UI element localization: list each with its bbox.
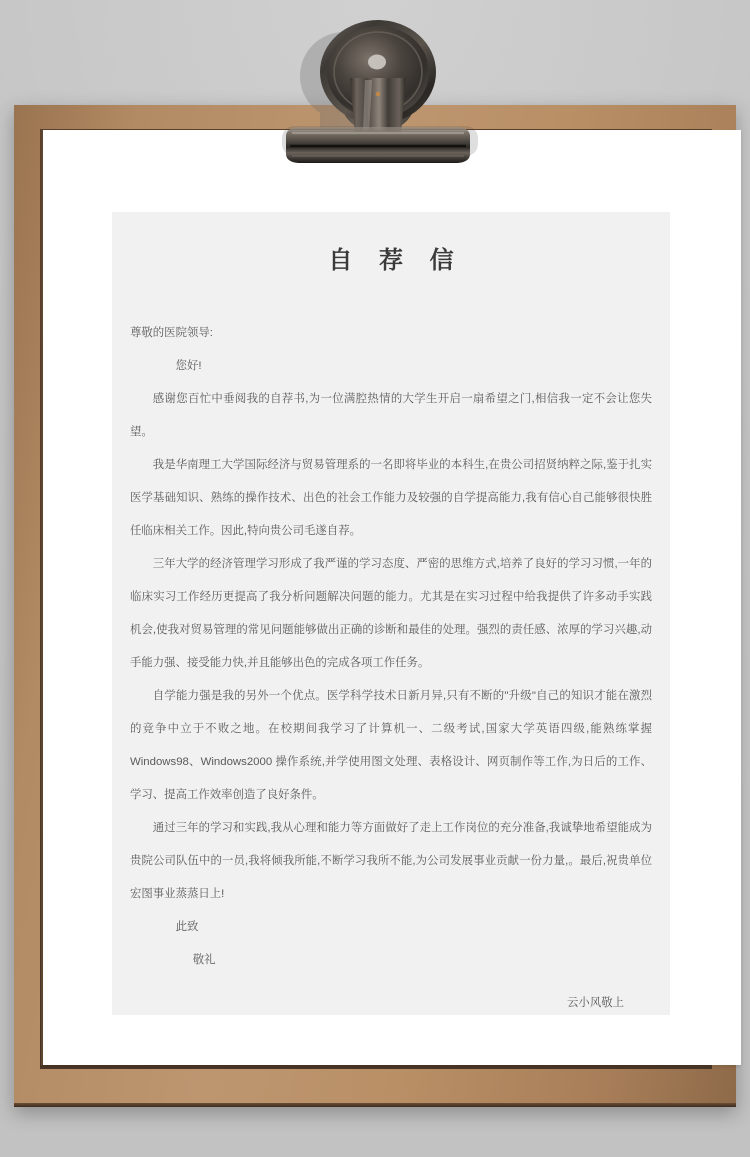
signature-spacer — [130, 977, 652, 987]
page-title: 自 荐 信 — [328, 247, 464, 274]
paragraph-5: 通过三年的学习和实践,我从心理和能力等方面做好了走上工作岗位的充分准备,我诚挚地希望能成为贵院公司队伍中的一员,我将倾我所能,不断学习我所不能,为公司发展事业贡献一份力量,。最后,祝贵单位宏图事业蒸蒸日上! — [130, 822, 652, 900]
paragraph-3: 三年大学的经济管理学习形成了我严谨的学习态度、严密的思维方式,培养了良好的学习习惯,一年的临床实习工作经历更提高了我分析问题解决问题的能力。尤其是在实习过程中给我提供了许多动手实践机会,使我对贸易管理的常见问题能够做出正确的诊断和最佳的处理。强烈的责任感、浓厚的学习兴趣,动手能力强、接受能力快,并且能够出色的完成各项工作任务。 — [130, 558, 652, 669]
paper-sheet — [43, 130, 741, 1065]
letter-body — [112, 275, 670, 1020]
salutation: 尊敬的医院领导: — [130, 327, 213, 339]
signature: 云小风敬上 — [567, 997, 624, 1009]
paragraph-4: 自学能力强是我的另外一个优点。医学科学技术日新月异,只有不断的"升级"自己的知识才能在激烈的竞争中立于不败之地。在校期间我学习了计算机一、二级考试,国家大学英语四级,能熟练掌握 Windows98、Windows2000 操作系统,并学使用图文处理、表格设计、网页制作等工作,为日后的工作、学习、提高工作效率创造了良好条件。 — [130, 690, 652, 801]
bulldog-clip-icon — [268, 14, 480, 166]
letter-panel — [112, 212, 670, 1015]
paragraph-2: 我是华南理工大学国际经济与贸易管理系的一名即将毕业的本科生,在贵公司招贤纳粹之际,鉴于扎实医学基础知识、熟练的操作技术、出色的社会工作能力及较强的自学提高能力,我有信心自己能够很快胜任临床相关工作。因此,特向贵公司毛遂自荐。 — [130, 459, 652, 537]
closing-line-2: 敬礼 — [192, 954, 216, 966]
greeting: 您好! — [175, 360, 202, 372]
paragraph-1: 感谢您百忙中垂阅我的自荐书,为一位满腔热情的大学生开启一扇希望之门,相信我一定不会让您失望。 — [130, 393, 652, 438]
clipboard-board — [14, 105, 736, 1107]
closing-line-1: 此致 — [175, 921, 199, 933]
